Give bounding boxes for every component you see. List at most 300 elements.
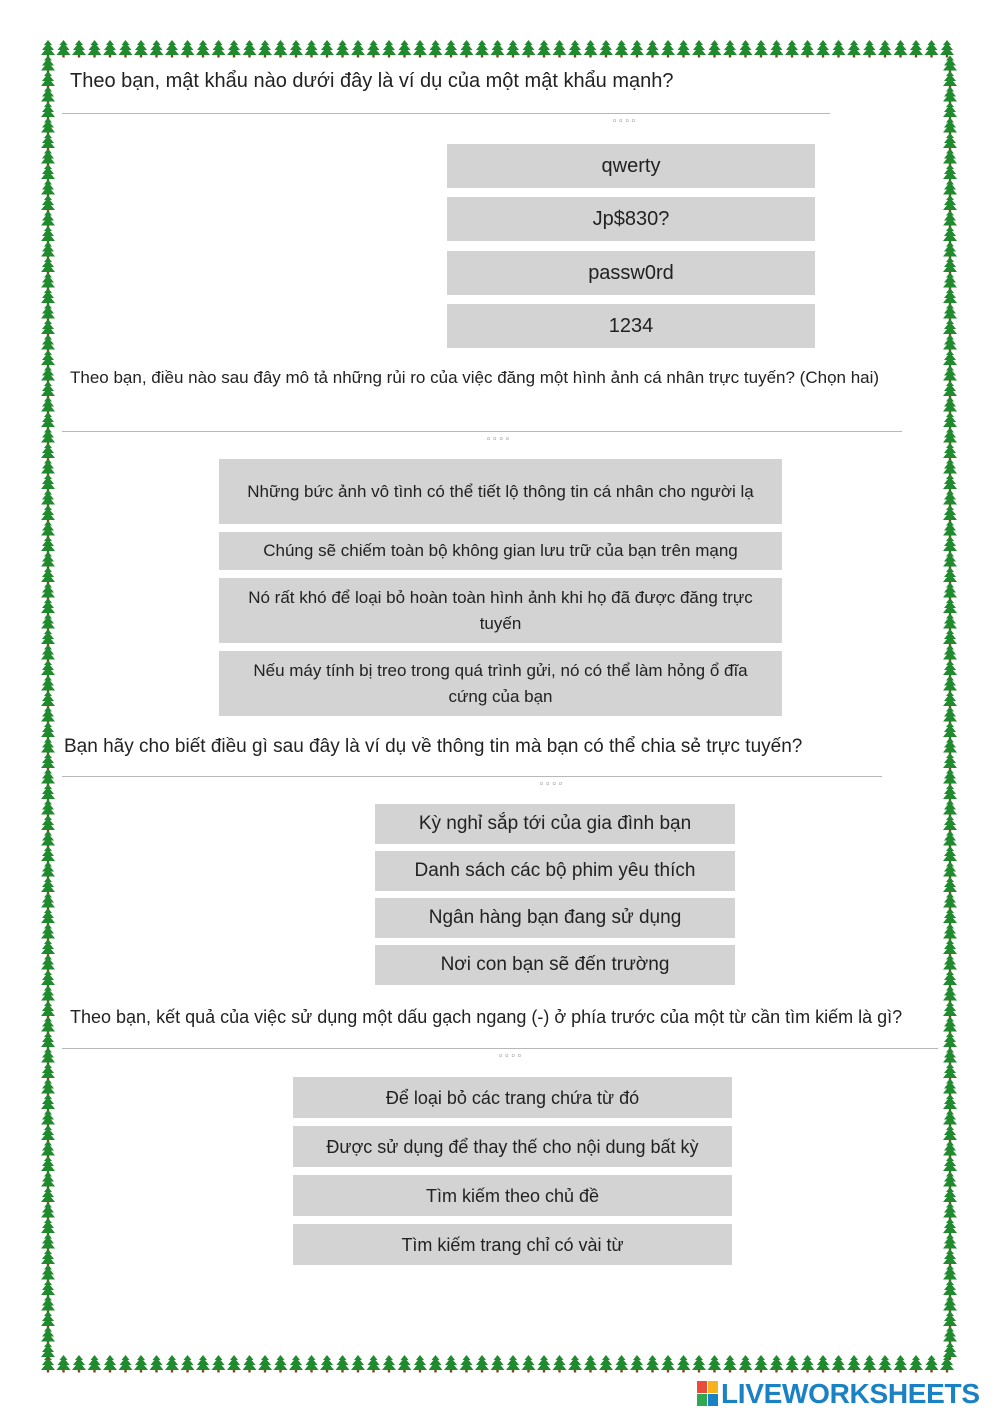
tree-icon xyxy=(41,893,55,911)
tree-icon xyxy=(258,1355,272,1373)
tree-icon xyxy=(630,40,644,58)
tree-icon xyxy=(943,862,957,880)
tree-icon xyxy=(943,474,957,492)
tree-icon xyxy=(943,800,957,818)
tree-icon xyxy=(943,908,957,926)
tree-icon xyxy=(943,1156,957,1174)
tree-icon xyxy=(943,1032,957,1050)
tree-icon xyxy=(41,180,55,198)
question-3-text: Bạn hãy cho biết điều gì sau đây là ví dụ về thông tin mà bạn có thể chia sẻ trực tuyến? xyxy=(64,736,803,757)
question-1-text: Theo bạn, mật khẩu nào dưới đây là ví dụ của một mật khẩu mạnh? xyxy=(70,70,674,92)
tree-icon xyxy=(41,769,55,787)
tree-icon xyxy=(41,288,55,306)
tree-icon xyxy=(41,118,55,136)
tree-icon xyxy=(943,986,957,1004)
tree-icon xyxy=(444,1355,458,1373)
q2-option-1[interactable]: Những bức ảnh vô tình có thể tiết lộ thông tin cá nhân cho người lạ xyxy=(219,459,782,524)
q2-option-2[interactable]: Chúng sẽ chiếm toàn bộ không gian lưu trữ của bạn trên mạng xyxy=(219,532,782,570)
tree-icon xyxy=(72,1355,86,1373)
tree-icon xyxy=(181,40,195,58)
question-4-text: Theo bạn, kết quả của việc sử dụng một dấu gạch ngang (-) ở phía trước của một từ cần tìm kiếm là gì? xyxy=(70,1007,903,1027)
tree-icon xyxy=(943,381,957,399)
tree-icon xyxy=(475,40,489,58)
tree-icon xyxy=(925,1355,939,1373)
tree-icon xyxy=(943,1311,957,1329)
question-3-divider xyxy=(62,776,882,777)
tree-icon xyxy=(943,164,957,182)
tree-icon xyxy=(41,490,55,508)
tree-icon xyxy=(382,1355,396,1373)
tree-icon xyxy=(351,1355,365,1373)
tree-icon xyxy=(943,753,957,771)
tree-icon xyxy=(832,40,846,58)
tree-icon xyxy=(785,40,799,58)
tree-icon xyxy=(212,1355,226,1373)
tree-icon xyxy=(41,211,55,229)
tree-icon xyxy=(413,40,427,58)
tree-icon xyxy=(943,660,957,678)
tree-icon xyxy=(41,583,55,601)
tree-icon xyxy=(943,71,957,89)
tree-icon xyxy=(41,164,55,182)
tree-icon xyxy=(88,1355,102,1373)
tree-icon xyxy=(41,738,55,756)
tree-icon xyxy=(568,1355,582,1373)
tree-icon xyxy=(367,40,381,58)
tree-icon xyxy=(460,40,474,58)
tree-icon xyxy=(41,1141,55,1159)
tree-icon xyxy=(661,1355,675,1373)
tree-icon xyxy=(88,40,102,58)
tree-icon xyxy=(274,1355,288,1373)
tree-icon xyxy=(41,955,55,973)
tree-icon xyxy=(398,40,412,58)
logo-mark-icon xyxy=(697,1381,719,1407)
tree-icon xyxy=(150,40,164,58)
tree-icon xyxy=(72,40,86,58)
tree-icon xyxy=(41,1063,55,1081)
tree-icon xyxy=(615,40,629,58)
tree-icon xyxy=(289,1355,303,1373)
tree-icon xyxy=(150,1355,164,1373)
tree-icon xyxy=(943,1110,957,1128)
tree-icon xyxy=(41,273,55,291)
tree-icon xyxy=(943,567,957,585)
tree-icon xyxy=(584,1355,598,1373)
tree-icon xyxy=(943,443,957,461)
tree-icon xyxy=(943,226,957,244)
tree-icon xyxy=(723,40,737,58)
tree-icon xyxy=(41,1327,55,1345)
tree-icon xyxy=(119,40,133,58)
tree-icon xyxy=(41,397,55,415)
tree-icon xyxy=(943,691,957,709)
tree-icon xyxy=(41,753,55,771)
tree-icon xyxy=(41,226,55,244)
tree-icon xyxy=(832,1355,846,1373)
tree-icon xyxy=(943,288,957,306)
tree-icon xyxy=(863,1355,877,1373)
tree-icon xyxy=(943,1203,957,1221)
tree-icon xyxy=(943,614,957,632)
q1-option-3[interactable]: passw0rd xyxy=(447,251,815,295)
tree-icon xyxy=(305,40,319,58)
tree-icon xyxy=(41,676,55,694)
tree-icon xyxy=(943,459,957,477)
q1-option-2[interactable]: Jp$830? xyxy=(447,197,815,241)
tree-icon xyxy=(943,955,957,973)
tree-icon xyxy=(41,257,55,275)
tree-icon xyxy=(41,102,55,120)
tree-icon xyxy=(847,40,861,58)
tree-icon xyxy=(770,40,784,58)
tree-icon xyxy=(119,1355,133,1373)
tree-icon xyxy=(943,490,957,508)
tree-icon xyxy=(274,40,288,58)
tree-icon xyxy=(801,40,815,58)
tree-icon xyxy=(41,1342,55,1360)
q3-option-4[interactable]: Nơi con bạn sẽ đến trường xyxy=(375,945,735,985)
tree-icon xyxy=(943,304,957,322)
tree-icon xyxy=(41,1001,55,1019)
tree-icon xyxy=(677,1355,691,1373)
tree-icon xyxy=(41,536,55,554)
tree-icon xyxy=(909,1355,923,1373)
tree-icon xyxy=(943,1327,957,1345)
tree-icon xyxy=(491,40,505,58)
tree-icon xyxy=(103,40,117,58)
tree-icon xyxy=(943,536,957,554)
tree-icon xyxy=(816,1355,830,1373)
tree-icon xyxy=(615,1355,629,1373)
tree-icon xyxy=(41,862,55,880)
tree-icon xyxy=(909,40,923,58)
tree-icon xyxy=(943,939,957,957)
tree-icon xyxy=(537,40,551,58)
tree-icon xyxy=(943,769,957,787)
tree-icon xyxy=(943,180,957,198)
q4-option-1[interactable]: Để loại bỏ các trang chứa từ đó xyxy=(293,1077,732,1118)
tree-icon xyxy=(925,40,939,58)
tree-icon xyxy=(41,660,55,678)
tree-icon xyxy=(943,319,957,337)
tree-icon xyxy=(553,40,567,58)
tree-icon xyxy=(41,40,55,58)
tree-icon xyxy=(646,1355,660,1373)
tree-icon xyxy=(367,1355,381,1373)
tree-icon xyxy=(943,257,957,275)
tree-icon xyxy=(943,552,957,570)
question-2-divider xyxy=(62,431,902,432)
q4-option-2[interactable]: Được sử dụng để thay thế cho nội dung bất kỳ xyxy=(293,1126,732,1167)
tree-icon xyxy=(943,211,957,229)
tree-icon xyxy=(522,1355,536,1373)
tree-icon xyxy=(320,40,334,58)
question-4-marker: ◦◦◦◦ xyxy=(498,1052,524,1062)
tree-icon xyxy=(103,1355,117,1373)
tree-icon xyxy=(708,1355,722,1373)
tree-icon xyxy=(943,87,957,105)
tree-icon xyxy=(943,831,957,849)
tree-icon xyxy=(41,691,55,709)
tree-icon xyxy=(943,846,957,864)
tree-icon xyxy=(41,521,55,539)
tree-icon xyxy=(599,40,613,58)
tree-icon xyxy=(943,1172,957,1190)
tree-icon xyxy=(630,1355,644,1373)
tree-icon xyxy=(41,1094,55,1112)
tree-icon xyxy=(677,40,691,58)
tree-icon xyxy=(661,40,675,58)
q3-option-1[interactable]: Kỳ nghỉ sắp tới của gia đình bạn xyxy=(375,804,735,844)
tree-icon xyxy=(940,1355,954,1373)
tree-icon xyxy=(41,195,55,213)
tree-icon xyxy=(196,1355,210,1373)
tree-icon xyxy=(708,40,722,58)
tree-icon xyxy=(41,381,55,399)
tree-icon xyxy=(429,40,443,58)
tree-icon xyxy=(41,567,55,585)
question-2-text: Theo bạn, điều nào sau đây mô tả những rủi ro của việc đăng một hình ảnh cá nhân trực tuyến? (Chọn hai) xyxy=(70,368,880,387)
q4-option-4[interactable]: Tìm kiếm trang chỉ có vài từ xyxy=(293,1224,732,1265)
tree-icon xyxy=(227,1355,241,1373)
tree-icon xyxy=(41,1234,55,1252)
tree-icon xyxy=(943,738,957,756)
tree-icon xyxy=(41,831,55,849)
tree-icon xyxy=(351,40,365,58)
tree-icon xyxy=(785,1355,799,1373)
tree-icon xyxy=(894,1355,908,1373)
tree-icon xyxy=(770,1355,784,1373)
tree-icon xyxy=(336,1355,350,1373)
tree-icon xyxy=(943,707,957,725)
tree-icon xyxy=(258,40,272,58)
liveworksheets-logo[interactable] xyxy=(697,1378,980,1410)
tree-icon xyxy=(41,350,55,368)
tree-icon xyxy=(943,1063,957,1081)
tree-icon xyxy=(41,1156,55,1174)
tree-icon xyxy=(943,1094,957,1112)
tree-icon xyxy=(227,40,241,58)
tree-icon xyxy=(336,40,350,58)
tree-icon xyxy=(943,970,957,988)
tree-icon xyxy=(506,1355,520,1373)
tree-icon xyxy=(943,722,957,740)
tree-icon xyxy=(41,56,55,74)
tree-icon xyxy=(943,676,957,694)
tree-icon xyxy=(943,149,957,167)
tree-icon xyxy=(41,1249,55,1267)
tree-icon xyxy=(847,1355,861,1373)
tree-icon xyxy=(943,397,957,415)
tree-icon xyxy=(41,1110,55,1128)
tree-icon xyxy=(398,1355,412,1373)
tree-icon xyxy=(943,56,957,74)
tree-icon xyxy=(943,133,957,151)
tree-icon xyxy=(429,1355,443,1373)
tree-icon xyxy=(754,1355,768,1373)
tree-icon xyxy=(41,242,55,260)
tree-icon xyxy=(692,40,706,58)
tree-icon xyxy=(739,1355,753,1373)
tree-icon xyxy=(41,1187,55,1205)
tree-icon xyxy=(943,505,957,523)
tree-icon xyxy=(739,40,753,58)
tree-icon xyxy=(943,1249,957,1267)
tree-icon xyxy=(41,1125,55,1143)
tree-icon xyxy=(943,629,957,647)
tree-icon xyxy=(41,1079,55,1097)
tree-icon xyxy=(57,1355,71,1373)
q2-option-4[interactable]: Nếu máy tính bị treo trong quá trình gửi, nó có thể làm hỏng ổ đĩa cứng của bạn xyxy=(219,651,782,716)
tree-icon xyxy=(943,412,957,430)
tree-icon xyxy=(181,1355,195,1373)
tree-icon xyxy=(943,1280,957,1298)
tree-icon xyxy=(41,970,55,988)
tree-icon xyxy=(243,40,257,58)
question-4-divider xyxy=(62,1048,938,1049)
question-2-marker: ◦◦◦◦ xyxy=(486,435,512,445)
tree-icon xyxy=(289,40,303,58)
tree-icon xyxy=(943,1125,957,1143)
tree-icon xyxy=(943,924,957,942)
tree-icon xyxy=(41,1017,55,1035)
tree-icon xyxy=(801,1355,815,1373)
tree-icon xyxy=(243,1355,257,1373)
q1-option-4[interactable]: 1234 xyxy=(447,304,815,348)
tree-icon xyxy=(41,1280,55,1298)
tree-icon xyxy=(41,552,55,570)
tree-icon xyxy=(475,1355,489,1373)
tree-icon xyxy=(943,1141,957,1159)
question-3-marker: ◦◦◦◦ xyxy=(539,780,565,790)
tree-icon xyxy=(134,1355,148,1373)
question-1-divider xyxy=(62,113,830,114)
tree-icon xyxy=(943,1048,957,1066)
tree-icon xyxy=(41,1203,55,1221)
tree-icon xyxy=(41,707,55,725)
tree-icon xyxy=(863,40,877,58)
tree-icon xyxy=(41,1048,55,1066)
tree-icon xyxy=(196,40,210,58)
tree-icon xyxy=(41,1296,55,1314)
tree-icon xyxy=(41,784,55,802)
tree-icon xyxy=(943,583,957,601)
tree-icon xyxy=(553,1355,567,1373)
tree-icon xyxy=(522,40,536,58)
tree-icon xyxy=(943,1079,957,1097)
tree-icon xyxy=(723,1355,737,1373)
tree-icon xyxy=(41,598,55,616)
tree-icon xyxy=(41,149,55,167)
tree-icon xyxy=(943,645,957,663)
tree-icon xyxy=(413,1355,427,1373)
tree-icon xyxy=(41,474,55,492)
tree-icon xyxy=(444,40,458,58)
tree-icon xyxy=(943,893,957,911)
tree-icon xyxy=(943,273,957,291)
tree-icon xyxy=(943,1187,957,1205)
tree-icon xyxy=(943,1218,957,1236)
tree-icon xyxy=(41,1218,55,1236)
tree-icon xyxy=(165,40,179,58)
tree-icon xyxy=(41,1032,55,1050)
tree-icon xyxy=(41,335,55,353)
q1-option-1[interactable]: qwerty xyxy=(447,144,815,188)
q3-option-2[interactable]: Danh sách các bộ phim yêu thích xyxy=(375,851,735,891)
tree-icon xyxy=(41,443,55,461)
tree-icon xyxy=(41,722,55,740)
tree-icon xyxy=(41,846,55,864)
tree-icon xyxy=(41,939,55,957)
tree-icon xyxy=(41,986,55,1004)
tree-icon xyxy=(943,195,957,213)
tree-icon xyxy=(41,1172,55,1190)
tree-icon xyxy=(382,40,396,58)
tree-icon xyxy=(41,459,55,477)
tree-icon xyxy=(41,1311,55,1329)
tree-icon xyxy=(491,1355,505,1373)
tree-icon xyxy=(943,815,957,833)
tree-icon xyxy=(754,40,768,58)
tree-icon xyxy=(41,304,55,322)
tree-icon xyxy=(460,1355,474,1373)
tree-icon xyxy=(943,1296,957,1314)
q3-option-3[interactable]: Ngân hàng bạn đang sử dụng xyxy=(375,898,735,938)
tree-icon xyxy=(41,645,55,663)
tree-icon xyxy=(943,350,957,368)
tree-icon xyxy=(134,40,148,58)
tree-icon xyxy=(943,877,957,895)
tree-icon xyxy=(305,1355,319,1373)
tree-icon xyxy=(41,71,55,89)
logo-text: LIVEWORKSHEETS xyxy=(721,1378,980,1409)
tree-icon xyxy=(41,800,55,818)
tree-icon xyxy=(816,40,830,58)
tree-icon xyxy=(943,598,957,616)
tree-icon xyxy=(41,629,55,647)
tree-icon xyxy=(41,412,55,430)
tree-icon xyxy=(41,505,55,523)
tree-icon xyxy=(41,815,55,833)
tree-icon xyxy=(506,40,520,58)
tree-icon xyxy=(41,614,55,632)
tree-icon xyxy=(943,428,957,446)
tree-icon xyxy=(41,924,55,942)
q2-option-3[interactable]: Nó rất khó để loại bỏ hoàn toàn hình ảnh khi họ đã được đăng trực tuyến xyxy=(219,578,782,643)
tree-icon xyxy=(599,1355,613,1373)
tree-icon xyxy=(584,40,598,58)
q4-option-3[interactable]: Tìm kiếm theo chủ đề xyxy=(293,1175,732,1216)
tree-icon xyxy=(943,366,957,384)
tree-icon xyxy=(41,877,55,895)
tree-icon xyxy=(41,133,55,151)
tree-icon xyxy=(692,1355,706,1373)
tree-icon xyxy=(878,1355,892,1373)
tree-icon xyxy=(943,784,957,802)
tree-icon xyxy=(212,40,226,58)
tree-icon xyxy=(943,118,957,136)
question-1-marker: ◦◦◦◦ xyxy=(612,117,638,127)
tree-icon xyxy=(320,1355,334,1373)
tree-icon xyxy=(41,1265,55,1283)
tree-icon xyxy=(568,40,582,58)
tree-icon xyxy=(646,40,660,58)
tree-icon xyxy=(943,242,957,260)
tree-icon xyxy=(940,40,954,58)
tree-icon xyxy=(943,1234,957,1252)
tree-icon xyxy=(41,428,55,446)
